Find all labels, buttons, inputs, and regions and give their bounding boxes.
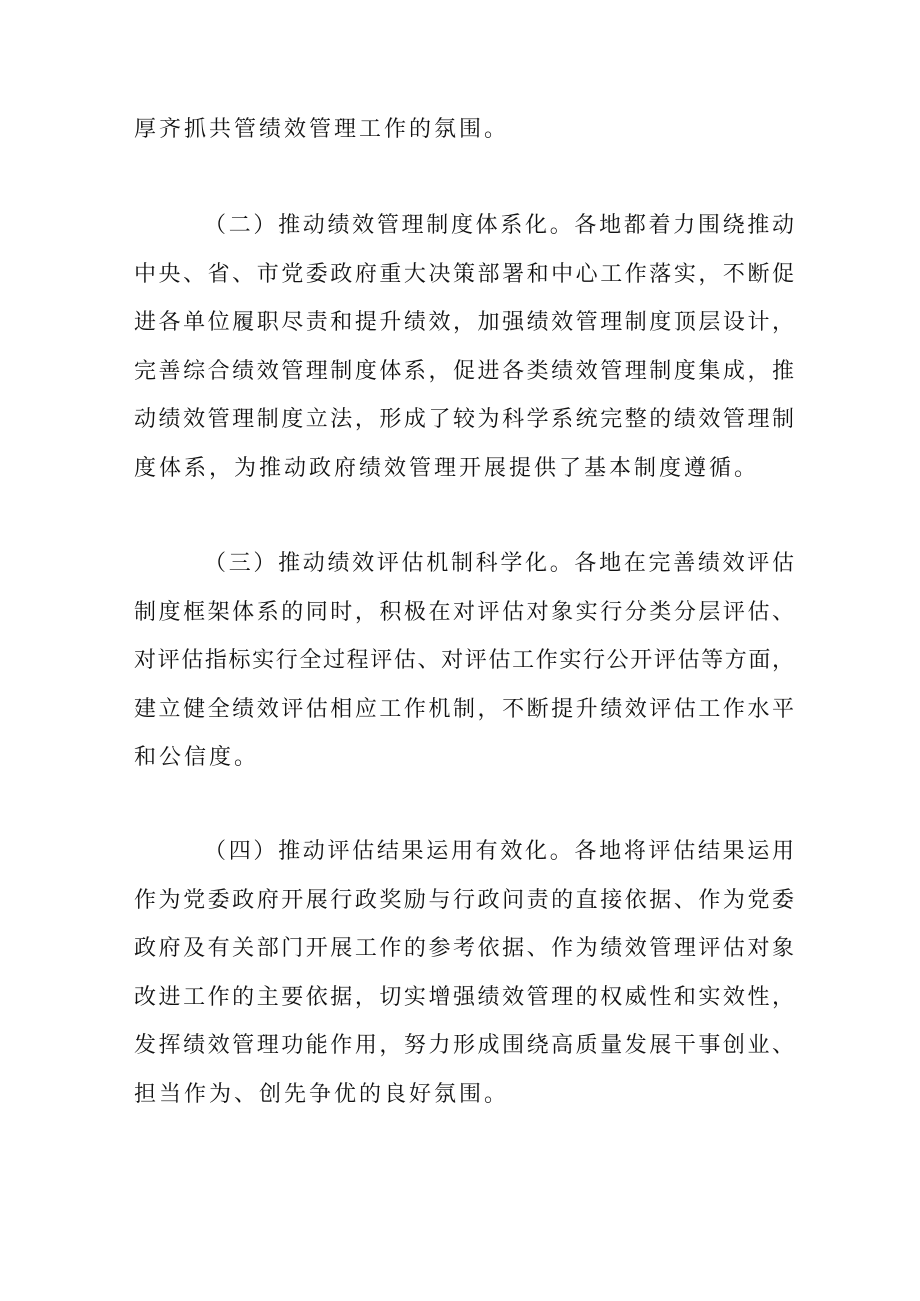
paragraph-section-4 <box>134 828 794 1119</box>
paragraph-line: 和公信度。 <box>134 745 260 770</box>
paragraph-line: 进各单位履职尽责和提升绩效，加强绩效管理制度顶层设计， <box>134 310 794 335</box>
paragraph-line: 担当作为、创先争优的良好氛围。 <box>134 1081 510 1107</box>
paragraph-line: 发挥绩效管理功能作用，努力形成围绕高质量发展干事创业、 <box>134 1033 794 1058</box>
paragraph-line: 完善综合绩效管理制度体系，促进各类绩效管理制度集成，推 <box>134 358 794 384</box>
paragraph-section-2 <box>134 202 794 493</box>
paragraph-line: 对评估指标实行全过程评估、对评估工作实行公开评估等方面， <box>134 648 794 673</box>
paragraph-section-3 <box>134 540 794 783</box>
paragraph-line: 建立健全绩效评估相应工作机制，不断提升绩效评估工作水平 <box>134 696 794 722</box>
paragraph-line: 中央、省、市党委政府重大决策部署和中心工作落实，不断促 <box>134 261 794 287</box>
paragraph-line: （三）推动绩效评估机制科学化。各地在完善绩效评估 <box>204 551 794 576</box>
paragraph-line: （四）推动评估结果运用有效化。各地将评估结果运用 <box>204 839 794 864</box>
paragraph-continuation <box>134 106 794 155</box>
paragraph-line: 动绩效管理制度立法，形成了较为科学系统完整的绩效管理制 <box>134 407 794 432</box>
paragraph-line: 作为党委政府开展行政奖励与行政问责的直接依据、作为党委 <box>134 887 794 913</box>
paragraph-line: （二）推动绩效管理制度体系化。各地都着力围绕推动 <box>204 213 794 238</box>
paragraph-line: 度体系，为推动政府绩效管理开展提供了基本制度遵循。 <box>134 455 760 481</box>
paragraph-line: 厚齐抓共管绩效管理工作的氛围。 <box>134 117 510 142</box>
paragraph-line: 政府及有关部门开展工作的参考依据、作为绩效管理评估对象 <box>134 936 794 961</box>
paragraph-line: 制度框架体系的同时，积极在对评估对象实行分类分层评估、 <box>134 599 794 625</box>
paragraph-line: 改进工作的主要依据，切实增强绩效管理的权威性和实效性， <box>134 984 794 1010</box>
